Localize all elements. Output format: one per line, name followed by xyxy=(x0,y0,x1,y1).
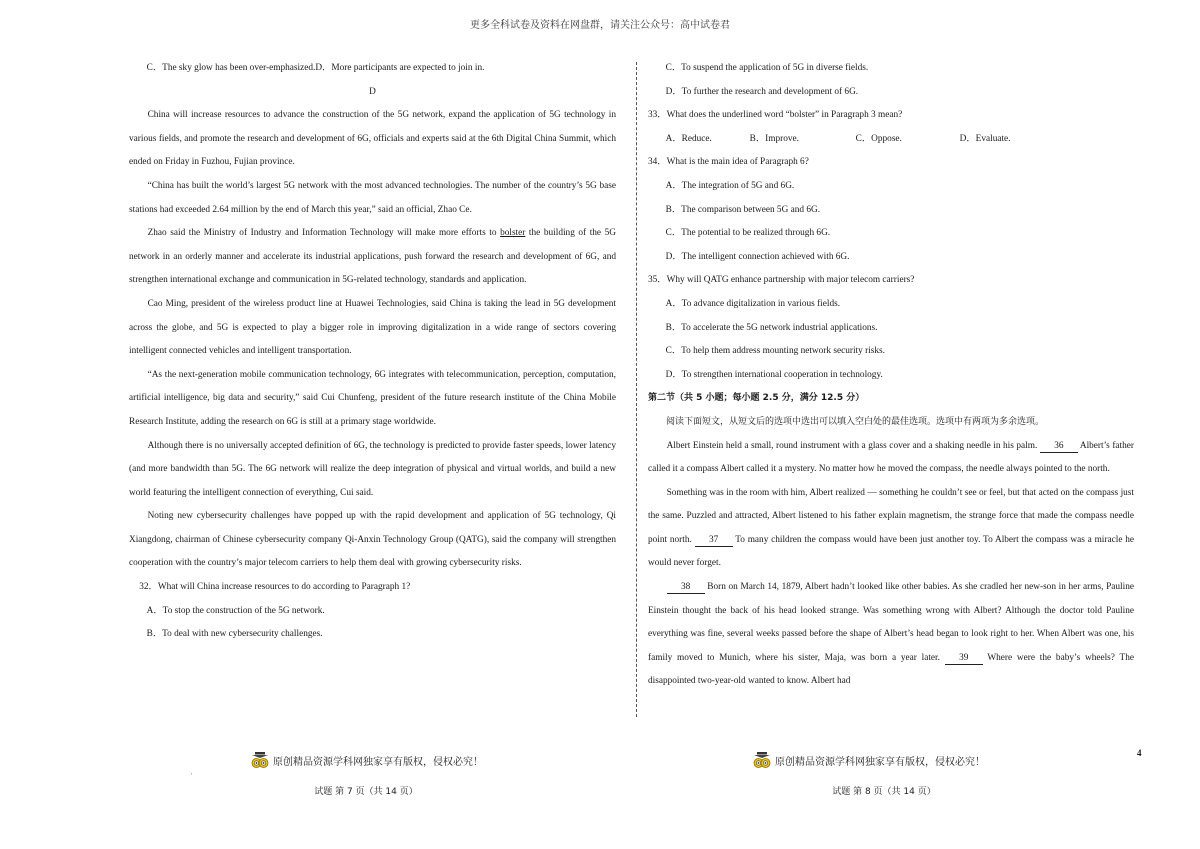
paragraph-2: “China has built the world’s largest 5G network with the most advanced technologies. The number of the country’s 5G base stations had exceeded 2.64 million by the end of March this year,” said an official, Zhao Ce. xyxy=(129,180,616,215)
section-title: 第二节（共 5 小题；每小题 2.5 分，满分 12.5 分） xyxy=(648,393,865,404)
question-34-option-c: C．The potential to be realized through 6G. xyxy=(665,228,831,239)
article-paragraph-3 xyxy=(648,576,1134,694)
question-33-option-b: B．Improve. xyxy=(749,133,799,144)
question-32-option-d: D．To further the research and development of 6G. xyxy=(665,86,859,97)
paragraph-1: China will increase resources to advance the construction of the 5G network, expand the application of 5G technology in various fields, and promote the research and development of 6G, officials and experts said at the 6th Digital China Summit, which ended on Friday in Fuzhou, Fujian province. xyxy=(129,110,616,168)
page-number-left: 试题 第 7 页（共 14 页） xyxy=(314,787,418,797)
question-35: 35．Why will QATG enhance partnership with major telecom carriers? xyxy=(648,275,915,286)
paragraph-3 xyxy=(129,222,616,293)
blank-38[interactable]: 38 xyxy=(667,581,705,594)
blank-36[interactable]: 36 xyxy=(1040,440,1078,453)
stray-mark: ' xyxy=(191,772,193,780)
question-33-options xyxy=(648,128,1134,152)
article-paragraph-1 xyxy=(648,435,1134,482)
article-paragraph-3-end: Where were the baby’s wheels? The disappointed two-year-old wanted to know. Albert had xyxy=(648,652,1134,687)
column-divider xyxy=(636,62,637,717)
article-paragraph-3-middle: Born on March 14, 1879, Albert hadn’t looked like other babies. As she cradled her new-son in her arms, Pauline Einstein thought the back of his head looked strange. Was something wrong with Albert? Although the doctor told Pauline everything was fine, several weeks passed before the shape of Albert’s head began to look right to her. When Albert was one, his family moved to Munich, where his sister, Maja, was born a year later. xyxy=(648,582,1134,663)
question-34-option-b: B．The comparison between 5G and 6G. xyxy=(665,204,821,215)
question-33-option-d: D．Evaluate. xyxy=(959,133,1011,144)
article-paragraph-2-end: To many children the compass would have been just another toy. To Albert the compass was a miracle he would never forget. xyxy=(648,534,1134,569)
blank-39[interactable]: 39 xyxy=(945,652,983,665)
question-33-option-a: A．Reduce. xyxy=(665,133,712,144)
question-33-option-c: C．Oppose. xyxy=(855,133,902,144)
question-35-option-b: B．To accelerate the 5G network industrial applications. xyxy=(665,322,878,333)
top-banner: 更多全科试卷及资料在网盘群，请关注公众号：高中试卷君 xyxy=(470,20,730,31)
page-number-right: 试题 第 8 页（共 14 页） xyxy=(832,787,936,797)
previous-question-options: C．The sky glow has been over-emphasized.D．More participants are expected to join in. xyxy=(146,63,485,73)
footer-copyright-left xyxy=(250,752,483,769)
question-32-option-c: C．To suspend the application of 5G in diverse fields. xyxy=(665,63,869,73)
question-34-option-d: D．The intelligent connection achieved with 6G. xyxy=(665,251,850,262)
section-instruction: 阅读下面短文，从短文后的选项中选出可以填入空白处的最佳选项。选项中有两项为多余选项。 xyxy=(666,416,1045,427)
question-33: 33．What does the underlined word “bolster” in Paragraph 3 mean? xyxy=(648,110,903,121)
article-paragraph-2-start: Something was in the room with him, Albert realized — something he couldn’t see or feel, but that acted on the compass just the same. Puzzled and attracted, Albert listened to his father explain magnetism, the strange force that made the compass needle point north. xyxy=(648,487,1134,545)
question-32-option-a: A．To stop the construction of the 5G network. xyxy=(146,605,325,616)
question-32: 32．What will China increase resources to do according to Paragraph 1? xyxy=(139,582,411,593)
paragraph-6: Although there is no universally accepted definition of 6G, the technology is predicted to provide faster speeds, lower latency (and more bandwidth than 5G. The 6G network will realize the deep integration of physical and virtual worlds, and build a new world featuring the intelligent connection of everything, Cui said. xyxy=(129,440,616,498)
copyright-text-left: 原创精品资源学科网独家享有版权，侵权必究！ xyxy=(273,757,483,768)
paragraph-7: Noting new cybersecurity challenges have popped up with the rapid development and application of 5G technology, Qi Xiangdong, chairman of Chinese cybersecurity company Qi-Anxin Technology Group (QATG), said the company will strengthen cooperation with the country’s major telecom carriers to help them deal with growing cybersecurity risks. xyxy=(129,511,616,569)
article-paragraph-1-start: Albert Einstein held a small, round instrument with a glass cover and a shaking needle in his palm. xyxy=(666,440,1040,451)
article-paragraph-2 xyxy=(648,482,1134,576)
paragraph-5: “As the next-generation mobile communication technology, 6G integrates with telecommunication, perception, computation, artificial intelligence, big data and security,” said Cui Chunfeng, president of the future research institute of the China Mobile Research Institute, adding the research on 6G is still at a primary stage worldwide. xyxy=(129,369,616,427)
question-32-option-b: B．To deal with new cybersecurity challenges. xyxy=(146,629,323,640)
question-34-option-a: A．The integration of 5G and 6G. xyxy=(665,180,795,191)
underlined-word: bolster xyxy=(500,228,526,239)
question-35-option-a: A．To advance digitalization in various fields. xyxy=(665,298,841,309)
owl-logo-icon xyxy=(250,752,270,769)
copyright-text-right: 原创精品资源学科网独家享有版权，侵权必究！ xyxy=(775,757,985,768)
paragraph-3-start: Zhao said the Ministry of Industry and Information Technology will make more efforts to xyxy=(147,228,501,239)
right-column xyxy=(648,57,1134,694)
paragraph-4: Cao Ming, president of the wireless product line at Huawei Technologies, said China is taking the lead in 5G development across the globe, and 5G is expected to play a bigger role in improving digitalization in a wide range of sectors covering intelligent connected vehicles and intelligent transportation. xyxy=(129,298,616,357)
corner-page-number: 4 xyxy=(1137,748,1142,758)
question-35-option-c: C．To help them address mounting network security risks. xyxy=(665,346,885,357)
question-35-option-d: D．To strengthen international cooperation in technology. xyxy=(665,369,883,380)
passage-label: D xyxy=(369,86,376,97)
paragraph-3-end: the building of the 5G network in an orderly manner and accelerate its industrial applications, push forward the research and development of 6G, and strengthen international exchange and communication in 5G-related technology, standards and application. xyxy=(129,228,616,286)
question-34: 34．What is the main idea of Paragraph 6? xyxy=(648,157,809,168)
blank-37[interactable]: 37 xyxy=(695,534,733,547)
left-column xyxy=(129,57,616,647)
owl-logo-icon xyxy=(752,752,772,769)
footer-copyright-right xyxy=(752,752,985,769)
article-paragraph-1-end: Albert’s father called it a compass Albert called it a mystery. No matter how he moved the compass, the needle always pointed to the north. xyxy=(648,440,1134,475)
